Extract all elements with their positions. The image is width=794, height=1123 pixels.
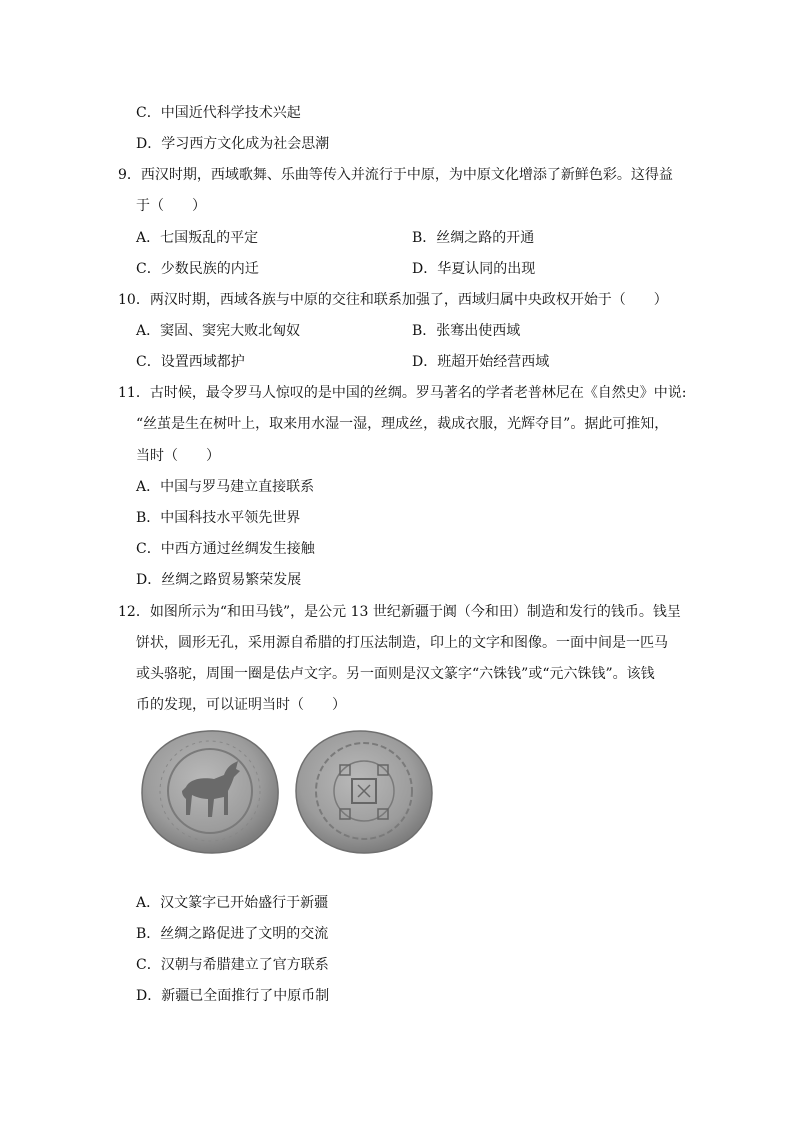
q10-option-a: A．窦固、窦宪大败北匈奴 [136, 323, 301, 339]
q9-stem-line1: 9．西汉时期，西域歌舞、乐曲等传入并流行于中原，为中原文化增添了新鲜色彩。这得益 [118, 167, 673, 183]
q12-option-a: A．汉文篆字已开始盛行于新疆 [136, 895, 329, 911]
q9-option-d: D．华夏认同的出现 [412, 261, 536, 277]
q9-option-c: C．少数民族的内迁 [136, 261, 259, 277]
hetian-coin-image [136, 725, 440, 857]
q12-stem-line1: 12．如图所示为“和田马钱”，是公元 13 世纪新疆于阗（今和田）制造和发行的钱币。钱呈 [118, 604, 681, 620]
coin-illustration [136, 725, 440, 857]
q11-option-b: B．中国科技水平领先世界 [136, 510, 301, 526]
q11-stem-line3: 当时（ ） [136, 448, 220, 464]
q10-stem-line1: 10．两汉时期，西域各族与中原的交往和联系加强了，西域归属中央政权开始于（ ） [118, 292, 668, 308]
q10-option-c: C．设置西域都护 [136, 354, 245, 370]
q10-option-b: B．张骞出使西域 [412, 323, 521, 339]
q12-stem-line3: 或头骆驼，周围一圈是佉卢文字。另一面则是汉文篆字“六铢钱”或“元六铢钱”。该钱 [136, 666, 655, 682]
q9-stem-line2: 于（ ） [136, 198, 206, 214]
q9-option-a: A．七国叛乱的平定 [136, 230, 259, 246]
q12-option-d: D．新疆已全面推行了中原币制 [136, 988, 330, 1004]
q12-option-c: C．汉朝与希腊建立了官方联系 [136, 957, 329, 973]
q8-option-d: D．学习西方文化成为社会思潮 [136, 136, 330, 152]
q12-stem-line2: 饼状，圆形无孔，采用源自希腊的打压法制造，印上的文字和图像。一面中间是一匹马 [136, 635, 668, 651]
q11-stem-line2: “丝茧是生在树叶上，取来用水湿一湿，理成丝，裁成衣服，光辉夺目”。据此可推知， [136, 416, 669, 432]
q10-option-d: D．班超开始经营西域 [412, 354, 550, 370]
q12-stem-line4: 币的发现，可以证明当时（ ） [136, 697, 346, 713]
q9-option-b: B．丝绸之路的开通 [412, 230, 535, 246]
q11-option-d: D．丝绸之路贸易繁荣发展 [136, 572, 302, 588]
coin-obverse-horse [142, 731, 278, 853]
q11-stem-line1: 11．古时候，最令罗马人惊叹的是中国的丝绸。罗马著名的学者老普林尼在《自然史》中说: [118, 385, 687, 401]
q11-option-c: C．中西方通过丝绸发生接触 [136, 541, 315, 557]
coin-reverse-characters [296, 731, 432, 853]
q12-option-b: B．丝绸之路促进了文明的交流 [136, 926, 329, 942]
q11-option-a: A．中国与罗马建立直接联系 [136, 479, 315, 495]
q8-option-c: C．中国近代科学技术兴起 [136, 105, 301, 121]
